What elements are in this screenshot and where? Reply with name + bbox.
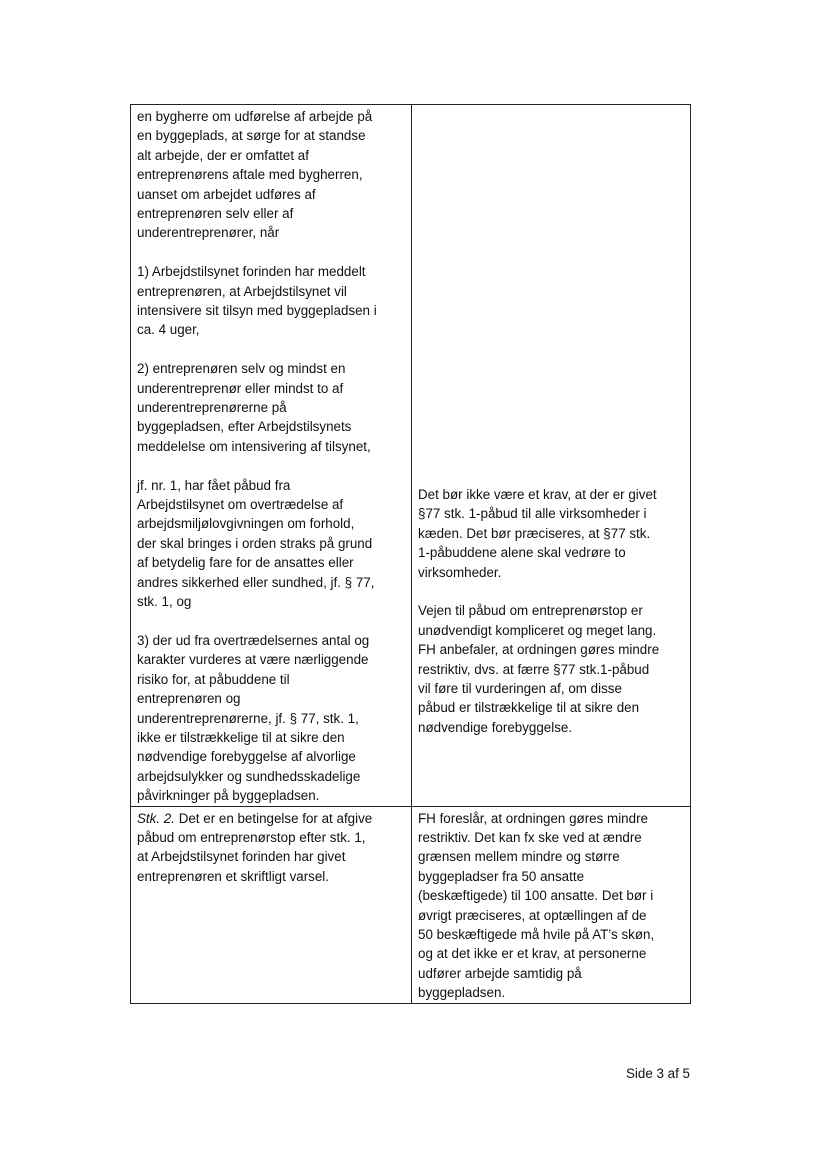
law-text-cell: [131, 806, 412, 1003]
page-number: Side 3 af 5: [625, 1066, 690, 1081]
comment-paragraph-2: Vejen til påbud om entreprenørstop er unødvendigt kompliceret og meget lang. FH anbefaler, at ordningen gøres mindre restriktiv, dvs. at færre §77 stk.1-påbud vil føre til vurderingen af, om disse påbud er tilstrækkelige til at sikre den nødvendige forebyggelse.: [418, 603, 660, 735]
table-row: [131, 806, 691, 1003]
comment-paragraph-1: Det bør ikke være et krav, at der er givet §77 stk. 1-påbud til alle virksomheder i kæden. Det bør præciseres, at §77 stk. 1-påbuddene alene skal vedrøre to virksomheder.: [418, 487, 657, 580]
stk-2-label: Stk. 2.: [137, 810, 175, 826]
law-item-1: 1) Arbejdstilsynet forinden har meddelt entreprenøren, at Arbejdstilsynet vil intensivere sit tilsyn med byggepladsen i ca. 4 uger,: [137, 264, 377, 338]
table-row: [131, 105, 691, 807]
law-intro-paragraph: en bygherre om udførelse af arbejde på en byggeplads, at sørge for at standse alt arbejde, der er omfattet af entreprenørens aftale med bygherren, uanset om arbejdet udføres af entreprenøren selv eller af underentreprenører, når: [137, 109, 373, 241]
law-text-cell: [131, 105, 412, 807]
law-item-2-continued: jf. nr. 1, har fået påbud fra Arbejdstilsynet om overtrædelse af arbejdsmiljølovgivningen om forhold, der skal bringes i orden straks på grund af betydelig fare for de ansattes eller andres sikkerhed eller sundhed, jf. § 77, stk. 1, og: [137, 477, 375, 610]
comment-paragraph-3: FH foreslår, at ordningen gøres mindre restriktiv. Det kan fx ske ved at ændre grænsen mellem mindre og større byggepladser fra 50 ansatte (beskæftigede) til 100 ansatte. Det bør i øvrigt præciseres, at optællingen af de 50 beskæftigede må hvile på AT’s skøn, og at det ikke er et krav, at personerne udfører arbejde samtidig på byggepladsen.: [418, 810, 655, 1001]
stk-2-text: Det er en betingelse for at afgive påbud om entreprenørstop efter stk. 1, at Arbejdstilsynet forinden har givet entreprenøren et skriftligt varsel.: [137, 810, 373, 884]
comment-cell: [412, 806, 691, 1003]
law-item-3: 3) der ud fra overtrædelsernes antal og karakter vurderes at være nærliggende risiko for, at påbuddene til entreprenøren og underentreprenørerne, jf. § 77, stk. 1, ikke er tilstrækkelige til at sikre den nødvendige forebyggelse af alvorlige arbejdsulykker og sundhedsskadelige påvirkninger på byggepladsen.: [137, 632, 370, 804]
comment-cell: [412, 105, 691, 807]
law-item-2: 2) entreprenøren selv og mindst en underentreprenør eller mindst to af underentreprenørerne på byggepladsen, efter Arbejdstilsynets meddelelse om intensivering af tilsynet,: [137, 361, 371, 454]
hearing-response-table: [130, 104, 691, 1004]
stk-2-paragraph: [137, 809, 405, 887]
